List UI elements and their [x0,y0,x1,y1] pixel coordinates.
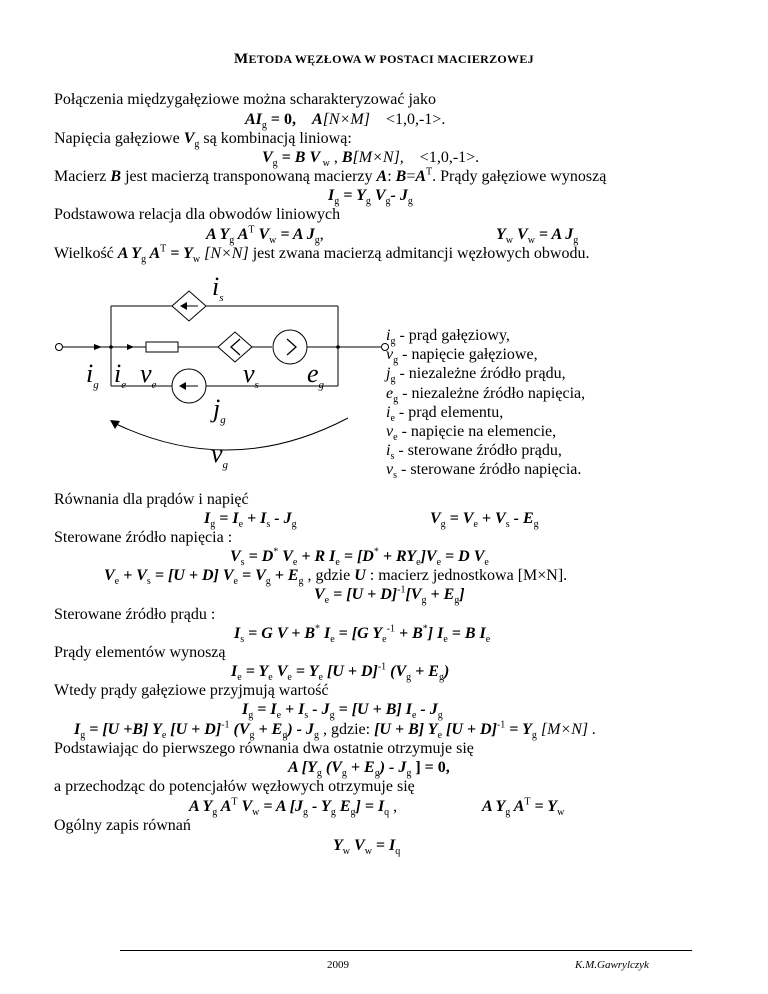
ie-label: $i_e$ [114,359,127,391]
equation: $V_e = [U + D]^{-1}[V_g + E_g]$ [314,584,465,607]
text-line: Sterowane źródło napięcia : [54,529,233,546]
legend-item: $v_e$ - napięcie na elemencie, [386,423,557,444]
resistor-icon [146,342,178,352]
equation: A $Y_g$ $A^T$ $V_w = A$ [$J_g - Y_g$ $E_g] = I_q$ , [189,796,398,819]
equation: $V_g = V_e + V_s - E_g$ [430,510,539,531]
equation: $I_g = [U +B]$ $Y_e$ $[U + D]^{-1}$ $(V_g + E_g) - J_g$ , gdzie: [U + B] $Y_e$ $[U + D]^{-1} = Y_g$ [M×N] . [74,719,597,742]
equation: $V_e + V_s = [U + D] V_e = V_g + E_g$ , gdzie U : macierz jednostkowa [M×N]. [104,567,568,588]
vg-label: $v_g$ [211,439,229,471]
text-line: a przechodząc do potencjałów węzłowych otrzymuje się [54,778,415,795]
symbol-legend [386,326,585,480]
equation: $I_g = Y_g$ $V_g-$ $J_g$ [328,187,413,208]
circuit-diagram [50,270,390,480]
text-line: Wielkość A $Y_g$ $A^T = Y_w$ [N×N] jest zwana macierzą admitancji węzłowych obwodu. [54,243,590,266]
vg-arrow-icon [110,420,120,429]
vs-label: $v_s$ [243,359,259,391]
voltage-source-icon [273,330,307,364]
equation: $Y_w$ $V_w = I_q$ [333,837,401,858]
legend-item: $i_e$ - prąd elementu, [386,403,504,424]
equation: $V_s = D^*$ $V_e + R$ $I_e = [D^* + RY_e]V_e = D$ $V_e$ [230,546,489,569]
text-line: Wtedy prądy gałęziowe przyjmują wartość [54,682,329,699]
eg-label: $e_g$ [307,359,325,391]
legend-item: $i_s$ - sterowane źródło prądu, [386,442,562,463]
text-line: Podstawiając do pierwszego równania dwa ostatnie otrzymuje się [54,740,474,757]
text-line: Napięcia gałęziowe $V_g$ są kombinacją liniową: [54,130,352,151]
legend-item: $i_g$ - prąd gałęziowy, [386,327,510,348]
ve-label: $v_e$ [140,359,157,391]
vg-arc [112,418,348,450]
text-line: Połączenia międzygałęziowe można scharakteryzować jako [54,91,437,108]
equation: A $Y_g$ $A^T = Y_w$ [482,796,565,819]
controlled-voltage-source-icon [218,332,252,362]
text-line: Macierz B jest macierzą transponowaną macierzy A: $B=A^T$. Prądy gałęziowe wynoszą [54,166,607,185]
ig-label: $i_g$ [86,359,99,391]
equation: $V_g = B$ V $_w$ , B[M×N], <1,0,-1>. [262,149,480,170]
footer-year: 2009 [327,959,349,971]
footer-author: K.M.Gawrylczyk [575,959,649,971]
legend-item: $e_g$ - niezależne źródło napięcia, [386,384,586,405]
text-line: Równania dla prądów i napięć [54,491,249,508]
equation: $Y_w$ $V_w = A$ $J_g$ [496,226,579,247]
equation: $I_s = G$ V + B* $I_e = [G$ $Y_e^{-1} + B^*$] $I_e = B$ $I_e$ [234,623,491,646]
left-terminal [56,344,63,351]
ie-arrow-icon [127,344,134,350]
legend-item: $v_g$ - napięcie gałęziowe, [386,346,538,367]
footer-rule [120,950,692,951]
equation: $AI_g = 0$, A[N×M] <1,0,-1>. [245,111,446,132]
is-label: $i_s$ [212,272,224,304]
text-line: Ogólny zapis równań [54,817,191,834]
ig-arrow-icon [94,344,102,350]
equation: A $Y_g$ $A^T$ $V_w = A$ $J_g$, [206,224,324,247]
equation: A [$Y_g$ $(V_g + E_g) - J_g$ ] = 0, [288,759,450,780]
legend-item: $v_s$ - sterowane źródło napięcia. [386,461,582,482]
text-line: Sterowane źródło prądu : [54,606,216,623]
text-line: Prądy elementów wynoszą [54,644,226,661]
text-line: Podstawowa relacja dla obwodów liniowych [54,206,341,223]
equation: $I_g = I_e + I_s - J_g$ [204,510,297,531]
jg-label: $j_g$ [213,394,226,426]
page-title: METODA WĘZŁOWA W POSTACI MACIERZOWEJ [234,51,534,67]
legend-item: $j_g$ - niezależne źródło prądu, [386,365,566,386]
equation: $I_e = Y_e$ $V_e = Y_e$ $[U + D]^{-1}$ $(V_g + E_g)$ [231,661,450,684]
equation: $I_g = I_e + I_s - J_g = [U + B]$ $I_e - J_g$ [242,701,443,722]
